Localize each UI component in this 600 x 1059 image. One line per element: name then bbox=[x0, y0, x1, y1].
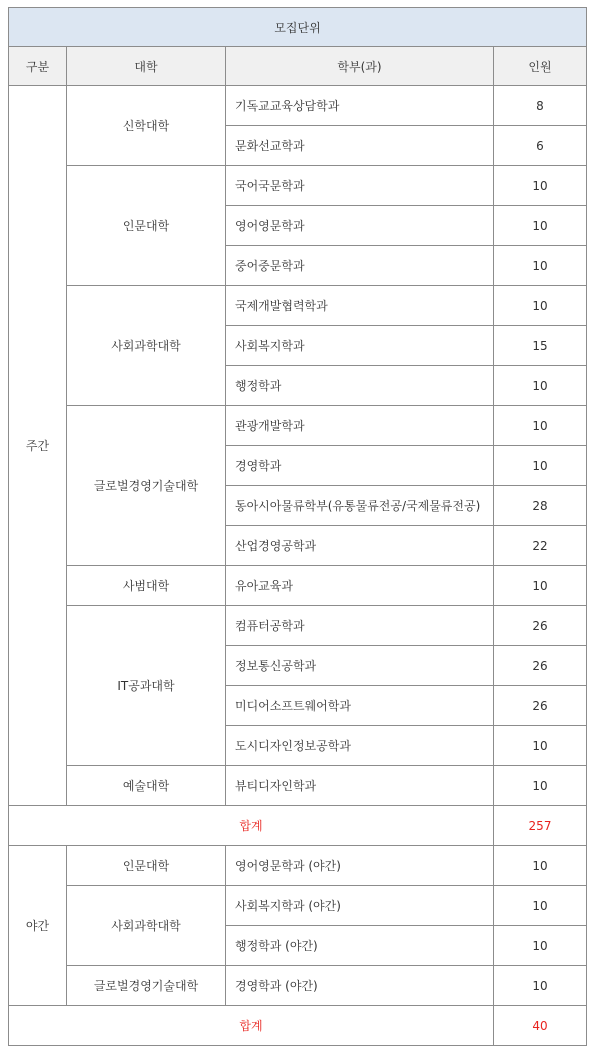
dept-name: 사회복지학과 (야간) bbox=[226, 886, 494, 926]
dept-count: 22 bbox=[494, 526, 587, 566]
college-name: 사회과학대학 bbox=[67, 286, 226, 406]
header-gubun: 구분 bbox=[9, 47, 67, 86]
table-row bbox=[9, 886, 587, 926]
dept-count: 10 bbox=[494, 566, 587, 606]
dept-count: 10 bbox=[494, 886, 587, 926]
dept-count: 10 bbox=[494, 766, 587, 806]
dept-name: 사회복지학과 bbox=[226, 326, 494, 366]
dept-count: 10 bbox=[494, 166, 587, 206]
dept-name: 영어영문학과 bbox=[226, 206, 494, 246]
college-name: 인문대학 bbox=[67, 846, 226, 886]
college-name: 인문대학 bbox=[67, 166, 226, 286]
dept-count: 10 bbox=[494, 966, 587, 1006]
dept-name: 경영학과 bbox=[226, 446, 494, 486]
table-row bbox=[9, 766, 587, 806]
dept-count: 10 bbox=[494, 366, 587, 406]
dept-name: 문화선교학과 bbox=[226, 126, 494, 166]
college-name: 글로벌경영기술대학 bbox=[67, 406, 226, 566]
dept-name: 기독교교육상담학과 bbox=[226, 86, 494, 126]
dept-count: 26 bbox=[494, 646, 587, 686]
total-row bbox=[9, 1006, 587, 1046]
dept-count: 10 bbox=[494, 206, 587, 246]
table-row bbox=[9, 406, 587, 446]
table-body bbox=[9, 86, 587, 1046]
dept-count: 26 bbox=[494, 686, 587, 726]
table-row bbox=[9, 86, 587, 126]
dept-name: 동아시아물류학부(유통물류전공/국제물류전공) bbox=[226, 486, 494, 526]
dept-name: 컴퓨터공학과 bbox=[226, 606, 494, 646]
header-college: 대학 bbox=[67, 47, 226, 86]
dept-count: 10 bbox=[494, 926, 587, 966]
dept-name: 행정학과 bbox=[226, 366, 494, 406]
dept-count: 28 bbox=[494, 486, 587, 526]
admission-units-table bbox=[8, 7, 587, 1046]
dept-count: 15 bbox=[494, 326, 587, 366]
dept-name: 정보통신공학과 bbox=[226, 646, 494, 686]
table-title: 모집단위 bbox=[9, 8, 587, 47]
total-value: 40 bbox=[494, 1006, 587, 1046]
college-name: 사범대학 bbox=[67, 566, 226, 606]
table-row bbox=[9, 966, 587, 1006]
total-label: 합계 bbox=[9, 806, 494, 846]
table-row bbox=[9, 606, 587, 646]
college-name: IT공과대학 bbox=[67, 606, 226, 766]
dept-count: 10 bbox=[494, 406, 587, 446]
table-row bbox=[9, 566, 587, 606]
college-name: 글로벌경영기술대학 bbox=[67, 966, 226, 1006]
dept-count: 6 bbox=[494, 126, 587, 166]
college-name: 예술대학 bbox=[67, 766, 226, 806]
dept-name: 뷰티디자인학과 bbox=[226, 766, 494, 806]
dept-count: 10 bbox=[494, 286, 587, 326]
dept-name: 도시디자인정보공학과 bbox=[226, 726, 494, 766]
dept-count: 10 bbox=[494, 726, 587, 766]
dept-count: 10 bbox=[494, 846, 587, 886]
dept-count: 10 bbox=[494, 246, 587, 286]
header-dept: 학부(과) bbox=[226, 47, 494, 86]
total-value: 257 bbox=[494, 806, 587, 846]
table-row bbox=[9, 166, 587, 206]
dept-name: 국어국문학과 bbox=[226, 166, 494, 206]
dept-name: 중어중문학과 bbox=[226, 246, 494, 286]
dept-name: 유아교육과 bbox=[226, 566, 494, 606]
dept-name: 영어영문학과 (야간) bbox=[226, 846, 494, 886]
dept-name: 경영학과 (야간) bbox=[226, 966, 494, 1006]
dept-count: 26 bbox=[494, 606, 587, 646]
section-label: 야간 bbox=[9, 846, 67, 1006]
dept-name: 미디어소프트웨어학과 bbox=[226, 686, 494, 726]
total-row bbox=[9, 806, 587, 846]
dept-name: 행정학과 (야간) bbox=[226, 926, 494, 966]
total-label: 합계 bbox=[9, 1006, 494, 1046]
table-row bbox=[9, 846, 587, 886]
header-count: 인원 bbox=[494, 47, 587, 86]
table-row bbox=[9, 286, 587, 326]
section-label: 주간 bbox=[9, 86, 67, 806]
dept-name: 국제개발협력학과 bbox=[226, 286, 494, 326]
college-name: 사회과학대학 bbox=[67, 886, 226, 966]
dept-name: 산업경영공학과 bbox=[226, 526, 494, 566]
dept-count: 8 bbox=[494, 86, 587, 126]
dept-count: 10 bbox=[494, 446, 587, 486]
college-name: 신학대학 bbox=[67, 86, 226, 166]
dept-name: 관광개발학과 bbox=[226, 406, 494, 446]
